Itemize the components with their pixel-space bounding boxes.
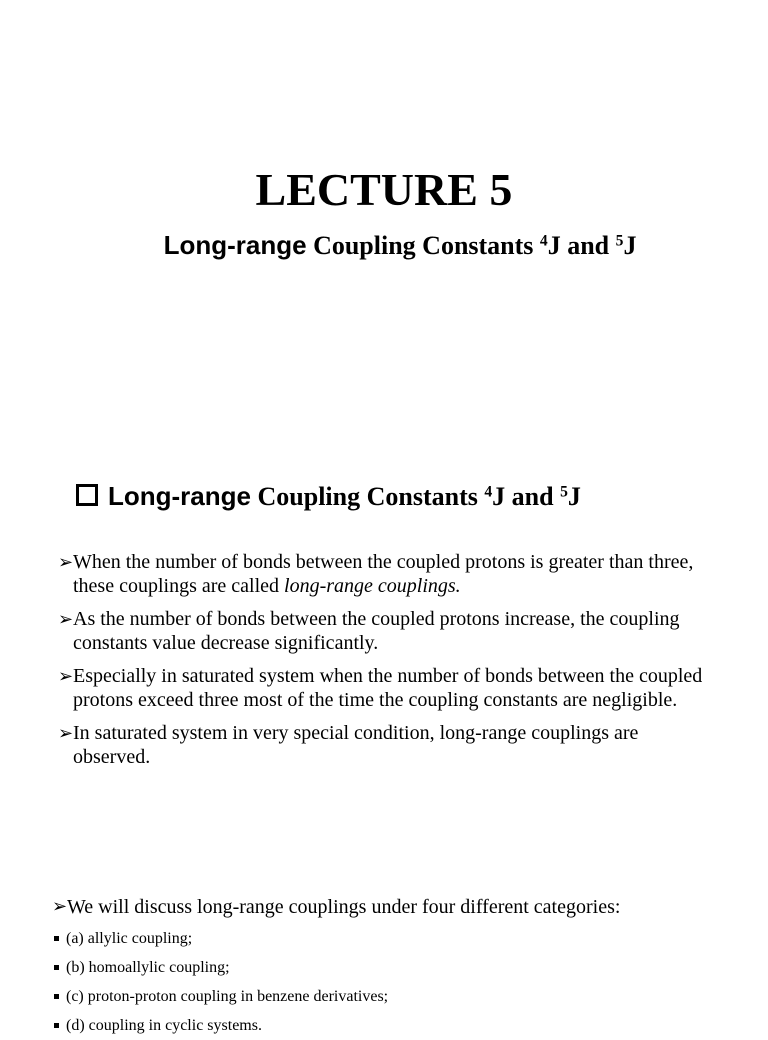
heading-sans-part: Long-range	[108, 481, 251, 511]
square-bullet-icon	[54, 965, 59, 970]
arrow-bullet-icon: ➢	[58, 609, 74, 629]
bullet-italic-text: long-range couplings.	[284, 575, 461, 597]
bullet-item	[58, 664, 708, 712]
subtitle-text-3: J	[623, 231, 637, 260]
bullet-item	[58, 607, 708, 655]
arrow-bullet-icon: ➢	[58, 666, 74, 686]
bullet-text: When the number of bonds between the coupled protons is greater than three, these couplings are called	[73, 551, 694, 597]
category-list	[52, 924, 752, 1040]
square-bullet-icon	[54, 994, 59, 999]
discussion-lead-text: We will discuss long-range couplings under four different categories:	[67, 896, 621, 918]
arrow-bullet-icon: ➢	[58, 723, 74, 743]
heading-serif-part	[251, 482, 581, 511]
category-item	[52, 1011, 752, 1040]
heading-text-1: Coupling Constants	[251, 482, 485, 511]
subtitle-text-2: J and	[547, 231, 616, 260]
bullet-item	[58, 550, 708, 598]
category-item	[52, 953, 752, 982]
heading-text-2: J and	[492, 482, 561, 511]
checkbox-icon	[76, 484, 98, 506]
subtitle-serif-part	[307, 231, 637, 260]
bullet-text: Especially in saturated system when the number of bonds between the coupled protons exceed three most of the time the coupling constants are negligible.	[73, 665, 703, 711]
lecture-title: LECTURE 5	[255, 164, 513, 215]
category-item	[52, 924, 752, 953]
arrow-bullet-icon: ➢	[58, 552, 74, 572]
bullet-text: In saturated system in very special condition, long-range couplings are observed.	[73, 722, 639, 768]
category-text: (b) homoallylic coupling;	[66, 959, 230, 976]
heading-text-3: J	[567, 482, 581, 511]
arrow-bullet-icon: ➢	[52, 896, 68, 916]
category-text: (d) coupling in cyclic systems.	[66, 1017, 262, 1034]
bullet-item	[58, 721, 708, 769]
discussion-lead	[52, 894, 752, 920]
lecture-subtitle	[0, 228, 768, 263]
bullet-text: As the number of bonds between the coupled protons increase, the coupling constants value decrease significantly.	[73, 608, 680, 654]
subtitle-sans-part: Long-range	[163, 230, 307, 260]
subtitle-sup-2: 5	[615, 232, 624, 250]
category-text: (a) allylic coupling;	[66, 930, 193, 947]
heading-sup-1: 4	[484, 483, 493, 501]
subtitle-sup-1: 4	[539, 232, 548, 250]
subtitle-text-1: Coupling Constants	[306, 231, 540, 260]
category-text: (c) proton-proton coupling in benzene derivatives;	[66, 988, 389, 1005]
section-heading	[76, 478, 581, 515]
heading-sup-2: 5	[560, 483, 568, 501]
bullet-list	[58, 550, 708, 778]
square-bullet-icon	[54, 936, 59, 941]
category-item	[52, 982, 752, 1011]
discussion-section	[52, 894, 752, 1040]
